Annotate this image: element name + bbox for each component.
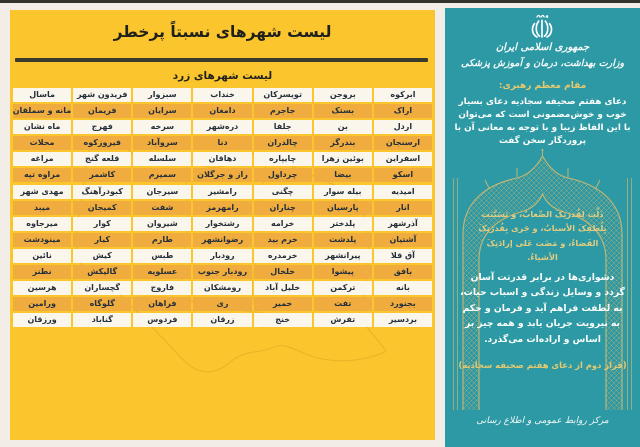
table-row bbox=[13, 233, 432, 247]
ministry-name: وزارت بهداشت، درمان و آموزش پزشکی bbox=[460, 58, 625, 69]
city-cell: فیروزکوه bbox=[73, 136, 131, 150]
table-row bbox=[13, 185, 432, 199]
city-cell: دره‌شهر bbox=[193, 120, 251, 134]
city-cell: دنا bbox=[193, 136, 251, 150]
city-cell: پیرانشهر bbox=[314, 249, 372, 263]
city-cell: جاجرم bbox=[254, 104, 312, 118]
city-cell: آق قلا bbox=[374, 249, 432, 263]
city-cell: جلفا bbox=[254, 120, 312, 134]
city-cell: رضوانشهر bbox=[193, 233, 251, 247]
city-cell: تویسرکان bbox=[254, 88, 312, 102]
city-cell: طبس bbox=[133, 249, 191, 263]
city-cell: پیشوا bbox=[314, 265, 372, 279]
panel-title: لیست شهرهای نسبتاً پرخطر bbox=[113, 23, 332, 41]
table-row bbox=[13, 152, 432, 166]
city-cell: بروجن bbox=[314, 88, 372, 102]
city-cell: اردل bbox=[374, 120, 432, 134]
city-cell: عسلویه bbox=[133, 265, 191, 279]
city-cell: اسفراین bbox=[374, 152, 432, 166]
city-cell: رودبار bbox=[193, 249, 251, 263]
city-cell: بافق bbox=[374, 265, 432, 279]
city-cell: چایپاره bbox=[254, 152, 312, 166]
prayer-source-caption: (فراز دوم از دعای هفتم صحیفه سجادیه) bbox=[458, 360, 627, 370]
city-cell: ورزقان bbox=[13, 313, 71, 327]
city-cell: خنداب bbox=[193, 88, 251, 102]
city-cell: کاشمر bbox=[73, 168, 131, 182]
city-cell: فریمان bbox=[73, 104, 131, 118]
city-cell: خرم بید bbox=[254, 233, 312, 247]
city-cell: گچساران bbox=[73, 281, 131, 295]
city-cell: کبودرآهنگ bbox=[73, 185, 131, 199]
city-cell: سلسله bbox=[133, 152, 191, 166]
panel-subtitle: لیست شهرهای زرد bbox=[172, 70, 273, 82]
table-row bbox=[13, 217, 432, 231]
arabic-prayer-text: ذَلَّت لِقُدرَتِکَ الصِّعابُ، و تَسَبَّبَت بِلُطفِکَ الأسبابُ، و جَری بِقُدرَتِکَ القَضاءُ، و مَضَت عَلی إرادَتِکَ الأشیاءُ. bbox=[478, 209, 607, 263]
city-cell: کمیجان bbox=[73, 201, 131, 215]
city-cell: پارسیان bbox=[314, 201, 372, 215]
city-cell: سرخه bbox=[133, 120, 191, 134]
city-cell: راز و جرگلان bbox=[193, 168, 251, 182]
city-cell: کوار bbox=[73, 217, 131, 231]
city-cell: شیروان bbox=[133, 217, 191, 231]
city-cell: ورامین bbox=[13, 297, 71, 311]
table-row bbox=[13, 104, 432, 118]
city-cell: بانه bbox=[374, 281, 432, 295]
city-cell: مهدی شهر bbox=[13, 185, 71, 199]
city-cell: مانه و سملقان bbox=[13, 104, 71, 118]
city-cell: خلخال bbox=[254, 265, 312, 279]
city-cell: خمیر bbox=[254, 297, 312, 311]
city-cell: گلوگاه bbox=[73, 297, 131, 311]
yellow-cities-table bbox=[13, 88, 432, 329]
city-cell: چالدران bbox=[254, 136, 312, 150]
city-cell: دامغان bbox=[193, 104, 251, 118]
city-cell: فریدون شهر bbox=[73, 88, 131, 102]
city-cell: سرایان bbox=[133, 104, 191, 118]
city-cell: نائین bbox=[13, 249, 71, 263]
city-cell: اسکو bbox=[374, 168, 432, 182]
city-cell: خرامه bbox=[254, 217, 312, 231]
city-cell: خرمدره bbox=[254, 249, 312, 263]
city-cell: کیار bbox=[73, 233, 131, 247]
city-cell: شفت bbox=[133, 201, 191, 215]
city-cell: بوئین زهرا bbox=[314, 152, 372, 166]
city-cell: چگنی bbox=[254, 185, 312, 199]
city-cell: مراوه تپه bbox=[13, 168, 71, 182]
city-cell: رامهرمز bbox=[193, 201, 251, 215]
city-cell: ماه نشان bbox=[13, 120, 71, 134]
yellow-cities-panel bbox=[10, 10, 435, 440]
city-cell: بردسیر bbox=[374, 313, 432, 327]
government-name: جمهوری اسلامی ایران bbox=[495, 42, 590, 53]
city-cell: تفت bbox=[314, 297, 372, 311]
city-cell: طارم bbox=[133, 233, 191, 247]
leader-quote: دعای هفتم صحیفه سجادیه دعای بسیار خوب و خوش‌مضمونی است که می‌توان با این الفاظ زیبا و با توجه به معانی آن با پروردگار سخن گفت bbox=[454, 97, 631, 147]
table-row bbox=[13, 136, 432, 150]
city-cell: بستک bbox=[314, 104, 372, 118]
city-cell: فردوس bbox=[133, 313, 191, 327]
city-cell: ابرکوه bbox=[374, 88, 432, 102]
city-cell: ارسنجان bbox=[374, 136, 432, 150]
city-cell: انار bbox=[374, 201, 432, 215]
city-cell: پلدشت bbox=[314, 233, 372, 247]
city-cell: چرداول bbox=[254, 168, 312, 182]
city-cell: خنج bbox=[254, 313, 312, 327]
city-cell: سروآباد bbox=[133, 136, 191, 150]
city-cell: گناباد bbox=[73, 313, 131, 327]
city-cell: بیضا bbox=[314, 168, 372, 182]
top-border bbox=[0, 0, 640, 3]
city-cell: رودبار جنوب bbox=[193, 265, 251, 279]
city-cell: رشتخوار bbox=[193, 217, 251, 231]
city-cell: آشتیان bbox=[374, 233, 432, 247]
table-row bbox=[13, 168, 432, 182]
city-cell: گالیکش bbox=[73, 265, 131, 279]
city-cell: کیش bbox=[73, 249, 131, 263]
city-cell: پلدختر bbox=[314, 217, 372, 231]
city-cell: سمیرم bbox=[133, 168, 191, 182]
city-cell: اراک bbox=[374, 104, 432, 118]
city-cell: هرسین bbox=[13, 281, 71, 295]
city-cell: ری bbox=[193, 297, 251, 311]
health-ministry-panel bbox=[445, 8, 640, 447]
city-cell: بجنورد bbox=[374, 297, 432, 311]
city-cell: ماسال bbox=[13, 88, 71, 102]
city-cell: خلیل آباد bbox=[254, 281, 312, 295]
public-relations-signature: مرکز روابط عمومی و اطلاع رسانی bbox=[476, 416, 609, 426]
city-cell: آذرشهر bbox=[374, 217, 432, 231]
city-cell: مینودشت bbox=[13, 233, 71, 247]
city-cell: نطنز bbox=[13, 265, 71, 279]
iran-emblem-icon bbox=[527, 12, 557, 42]
city-cell: تفرش bbox=[314, 313, 372, 327]
city-cell: بیله سوار bbox=[314, 185, 372, 199]
city-cell: قلعه گنج bbox=[73, 152, 131, 166]
table-row bbox=[13, 120, 432, 134]
city-cell: سیرجان bbox=[133, 185, 191, 199]
speaker-label: مقام معظم رهبری: bbox=[498, 81, 587, 91]
table-row bbox=[13, 265, 432, 279]
city-cell: رومشکان bbox=[193, 281, 251, 295]
city-cell: فراهان bbox=[133, 297, 191, 311]
city-cell: مراغه bbox=[13, 152, 71, 166]
title-divider bbox=[15, 58, 428, 62]
city-cell: محلات bbox=[13, 136, 71, 150]
table-row bbox=[13, 249, 432, 263]
city-cell: بندرگز bbox=[314, 136, 372, 150]
city-cell: سبزوار bbox=[133, 88, 191, 102]
city-cell: میبد bbox=[13, 201, 71, 215]
city-cell: میرجاوه bbox=[13, 217, 71, 231]
table-row bbox=[13, 297, 432, 311]
table-row bbox=[13, 313, 432, 327]
table-row bbox=[13, 201, 432, 215]
city-cell: ترکمن bbox=[314, 281, 372, 295]
city-cell: چناران bbox=[254, 201, 312, 215]
city-cell: فاروج bbox=[133, 281, 191, 295]
table-row bbox=[13, 281, 432, 295]
city-cell: بن bbox=[314, 120, 372, 134]
city-cell: دهاقان bbox=[193, 152, 251, 166]
prayer-translation-text: دشواری‌ها در برابر قدرتت آسان گردد و وسایل زندگی و اسباب حیات، به لطفت فراهم آید و فرمان و حکم به نیرویت جریان یابد و همه چیز بر اساس و اراده‌ات می‌گذرد. bbox=[460, 272, 625, 345]
city-cell: فهرج bbox=[73, 120, 131, 134]
table-row bbox=[13, 88, 432, 102]
city-cell: زرقان bbox=[193, 313, 251, 327]
city-cell: امیدیه bbox=[374, 185, 432, 199]
city-cell: رامشیر bbox=[193, 185, 251, 199]
